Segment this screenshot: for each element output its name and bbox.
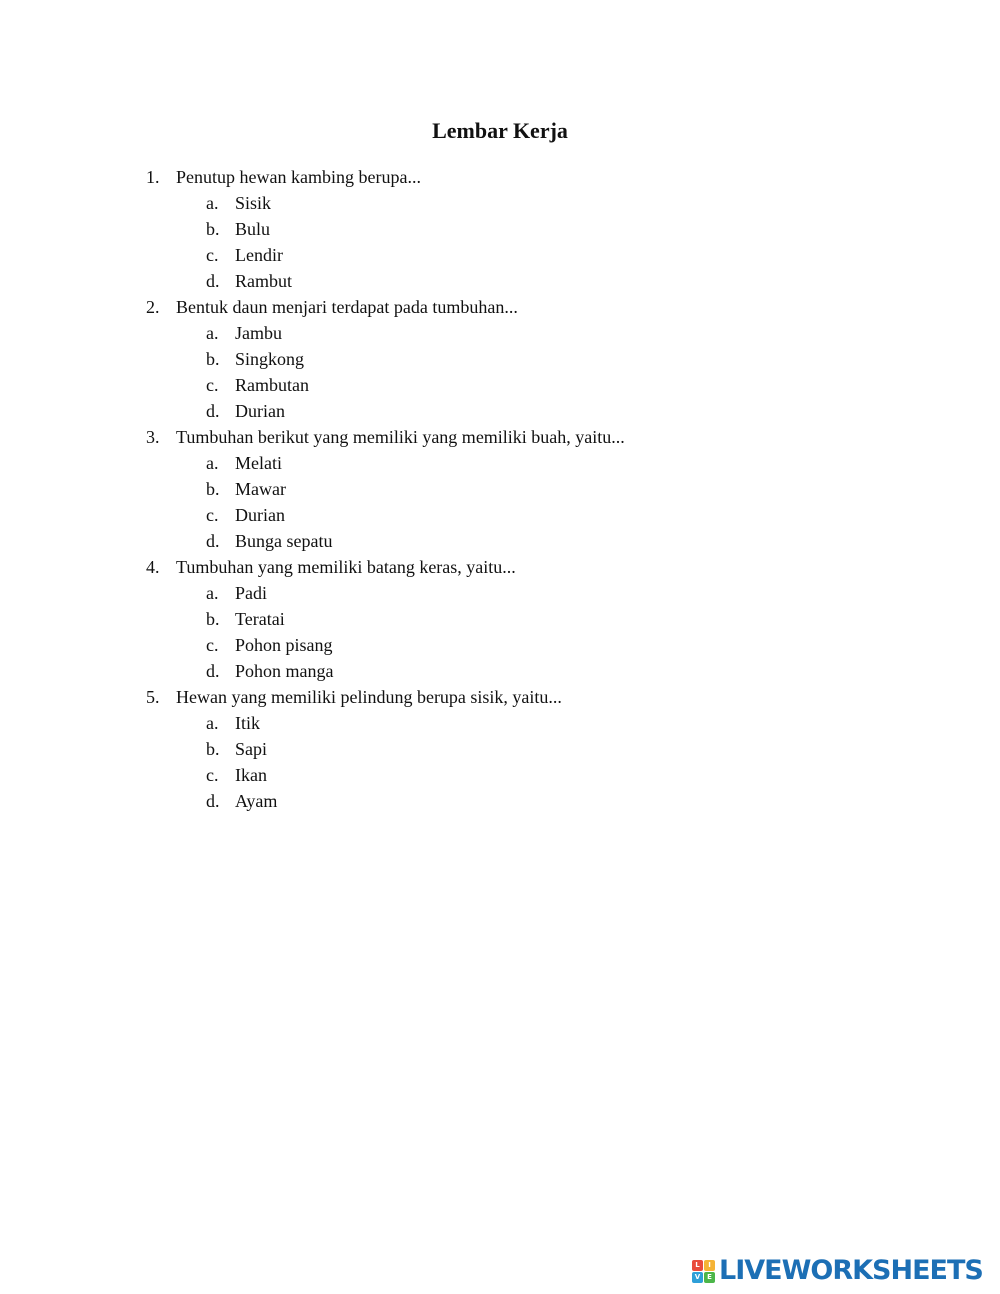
option-text: Ayam [235, 791, 278, 811]
option-text: Sisik [235, 193, 272, 213]
question-4-option-d [0, 658, 1000, 684]
question-text: Tumbuhan yang memiliki batang keras, yaitu... [176, 557, 516, 577]
option-text: Padi [235, 583, 268, 603]
option-text: Pohon manga [235, 661, 334, 681]
option-text: Bunga sepatu [235, 531, 333, 551]
question-text: Penutup hewan kambing berupa... [176, 167, 421, 187]
option-letter: c. [206, 635, 219, 655]
question-1-option-c [0, 242, 1000, 268]
option-text: Rambut [235, 271, 292, 291]
question-2-option-d [0, 398, 1000, 424]
option-letter: d. [206, 791, 220, 811]
option-text: Itik [235, 713, 260, 733]
question-5-option-a [0, 710, 1000, 736]
question-2-option-c [0, 372, 1000, 398]
option-text: Singkong [235, 349, 305, 369]
question-number: 3. [146, 427, 160, 447]
option-letter: b. [206, 349, 220, 369]
question-text: Bentuk daun menjari terdapat pada tumbuhan... [176, 297, 518, 317]
question-2-option-a [0, 320, 1000, 346]
question-4-option-b [0, 606, 1000, 632]
question-4 [0, 554, 1000, 580]
question-3-option-d [0, 528, 1000, 554]
option-letter: a. [206, 193, 219, 213]
question-text: Hewan yang memiliki pelindung berupa sisik, yaitu... [176, 687, 562, 707]
question-text: Tumbuhan berikut yang memiliki yang memiliki buah, yaitu... [176, 427, 625, 447]
option-letter: c. [206, 375, 219, 395]
question-5-option-c [0, 762, 1000, 788]
option-letter: b. [206, 219, 220, 239]
question-3-option-b [0, 476, 1000, 502]
option-letter: a. [206, 323, 219, 343]
question-1-option-b [0, 216, 1000, 242]
question-1-option-a [0, 190, 1000, 216]
logo-mark-tile: L [692, 1260, 703, 1271]
question-5-option-d [0, 788, 1000, 814]
option-letter: a. [206, 453, 219, 473]
question-number: 2. [146, 297, 160, 317]
logo-mark-tile: V [692, 1272, 703, 1283]
logo-text: LIVEWORKSHEETS [719, 1255, 983, 1286]
option-letter: c. [206, 505, 219, 525]
question-1-option-d [0, 268, 1000, 294]
question-2 [0, 294, 1000, 320]
option-letter: b. [206, 479, 220, 499]
question-number: 5. [146, 687, 160, 707]
option-text: Pohon pisang [235, 635, 333, 655]
question-3-option-a [0, 450, 1000, 476]
option-letter: c. [206, 765, 219, 785]
option-letter: d. [206, 271, 220, 291]
option-text: Durian [235, 505, 285, 525]
option-text: Bulu [235, 219, 271, 239]
page-title: Lembar Kerja [432, 118, 568, 143]
question-5 [0, 684, 1000, 710]
logo-mark-tile: E [704, 1272, 715, 1283]
question-list [0, 164, 1000, 814]
option-text: Jambu [235, 323, 282, 343]
option-text: Sapi [235, 739, 268, 759]
question-5-option-b [0, 736, 1000, 762]
logo-mark-tile: I [704, 1260, 715, 1271]
question-3 [0, 424, 1000, 450]
option-text: Lendir [235, 245, 283, 265]
question-2-option-b [0, 346, 1000, 372]
option-letter: d. [206, 661, 220, 681]
question-4-option-c [0, 632, 1000, 658]
option-letter: d. [206, 531, 220, 551]
option-letter: a. [206, 583, 219, 603]
option-letter: b. [206, 609, 220, 629]
option-letter: c. [206, 245, 219, 265]
option-text: Durian [235, 401, 285, 421]
liveworksheets-logo[interactable] [692, 1254, 983, 1288]
option-text: Teratai [235, 609, 285, 629]
question-3-option-c [0, 502, 1000, 528]
question-4-option-a [0, 580, 1000, 606]
option-text: Mawar [235, 479, 286, 499]
question-number: 4. [146, 557, 160, 577]
option-letter: a. [206, 713, 219, 733]
question-1 [0, 164, 1000, 190]
option-letter: d. [206, 401, 220, 421]
question-number: 1. [146, 167, 160, 187]
option-text: Ikan [235, 765, 267, 785]
option-text: Melati [235, 453, 282, 473]
liveworksheets-logo-icon [692, 1260, 715, 1283]
option-letter: b. [206, 739, 220, 759]
option-text: Rambutan [235, 375, 309, 395]
